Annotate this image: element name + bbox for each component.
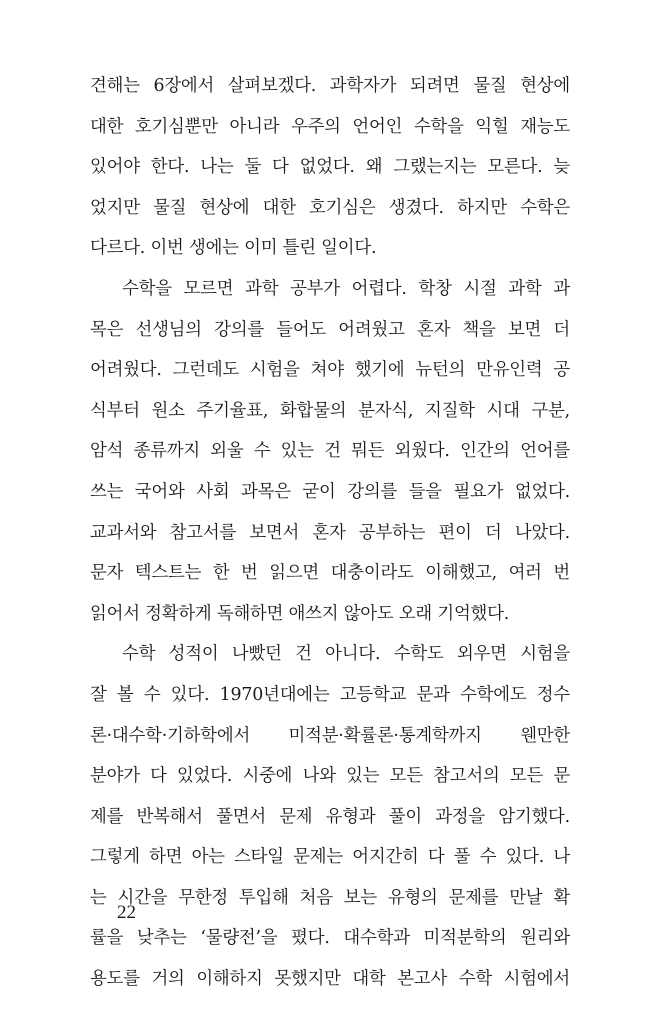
text-line: 그렇게 하면 아는 스타일 문제는 어지간히 다 풀 수 있다. 나 — [90, 847, 570, 868]
text-line: 론·대수학·기하학에서 미적분·확률론·통계학까지 웬만한 — [90, 725, 570, 746]
text-line: 암석 종류까지 외울 수 있는 건 뭐든 외웠다. 인간의 언어를 — [90, 441, 570, 462]
text-line: 견해는 6장에서 살펴보겠다. 과학자가 되려면 물질 현상에 — [90, 76, 570, 96]
text-line: 분야가 다 있었다. 시중에 나와 있는 모든 참고서의 모든 문 — [90, 766, 570, 787]
text-line: 쓰는 국어와 사회 과목은 굳이 강의를 들을 필요가 없었다. — [90, 481, 570, 502]
text-line: 식부터 원소 주기율표, 화합물의 분자식, 지질학 시대 구분, — [90, 400, 570, 421]
text-line: 다르다. 이번 생에는 이미 틀린 일이다. — [90, 238, 377, 259]
text-line: 어려웠다. 그런데도 시험을 쳐야 했기에 뉴턴의 만유인력 공 — [90, 360, 570, 381]
text-line: 수학을 모르면 과학 공부가 어렵다. 학창 시절 과학 과 — [122, 278, 570, 299]
text-line: 률을 낮추는 ‘물량전’을 폈다. 대수학과 미적분학의 원리와 — [90, 928, 570, 949]
body-text — [90, 66, 570, 1000]
text-line: 는 시간을 무한정 투입해 처음 보는 유형의 문제를 만날 확 — [90, 887, 570, 908]
text-line: 대한 호기심뿐만 아니라 우주의 언어인 수학을 익힐 재능도 — [90, 116, 570, 137]
text-line: 제를 반복해서 풀면서 문제 유형과 풀이 과정을 암기했다. — [90, 806, 570, 827]
text-line: 교과서와 참고서를 보면서 혼자 공부하는 편이 더 나았다. — [90, 522, 570, 543]
text-line: 잘 볼 수 있다. 1970년대에는 고등학교 문과 수학에도 정수 — [90, 684, 570, 705]
text-line: 수학 성적이 나빴던 건 아니다. 수학도 외우면 시험을 — [122, 644, 570, 665]
text-line: 있어야 한다. 나는 둘 다 없었다. 왜 그랬는지는 모른다. 늦 — [90, 157, 570, 178]
page-number: 22 — [117, 902, 136, 923]
text-line: 문자 텍스트는 한 번 읽으면 대충이라도 이해했고, 여러 번 — [90, 563, 570, 584]
text-line: 었지만 물질 현상에 대한 호기심은 생겼다. 하지만 수학은 — [90, 197, 570, 218]
text-line: 목은 선생님의 강의를 들어도 어려웠고 혼자 책을 보면 더 — [90, 319, 570, 340]
text-line: 용도를 거의 이해하지 못했지만 대학 본고사 수학 시험에서 — [90, 969, 570, 990]
text-line: 읽어서 정확하게 독해하면 애쓰지 않아도 오래 기억했다. — [90, 603, 510, 624]
